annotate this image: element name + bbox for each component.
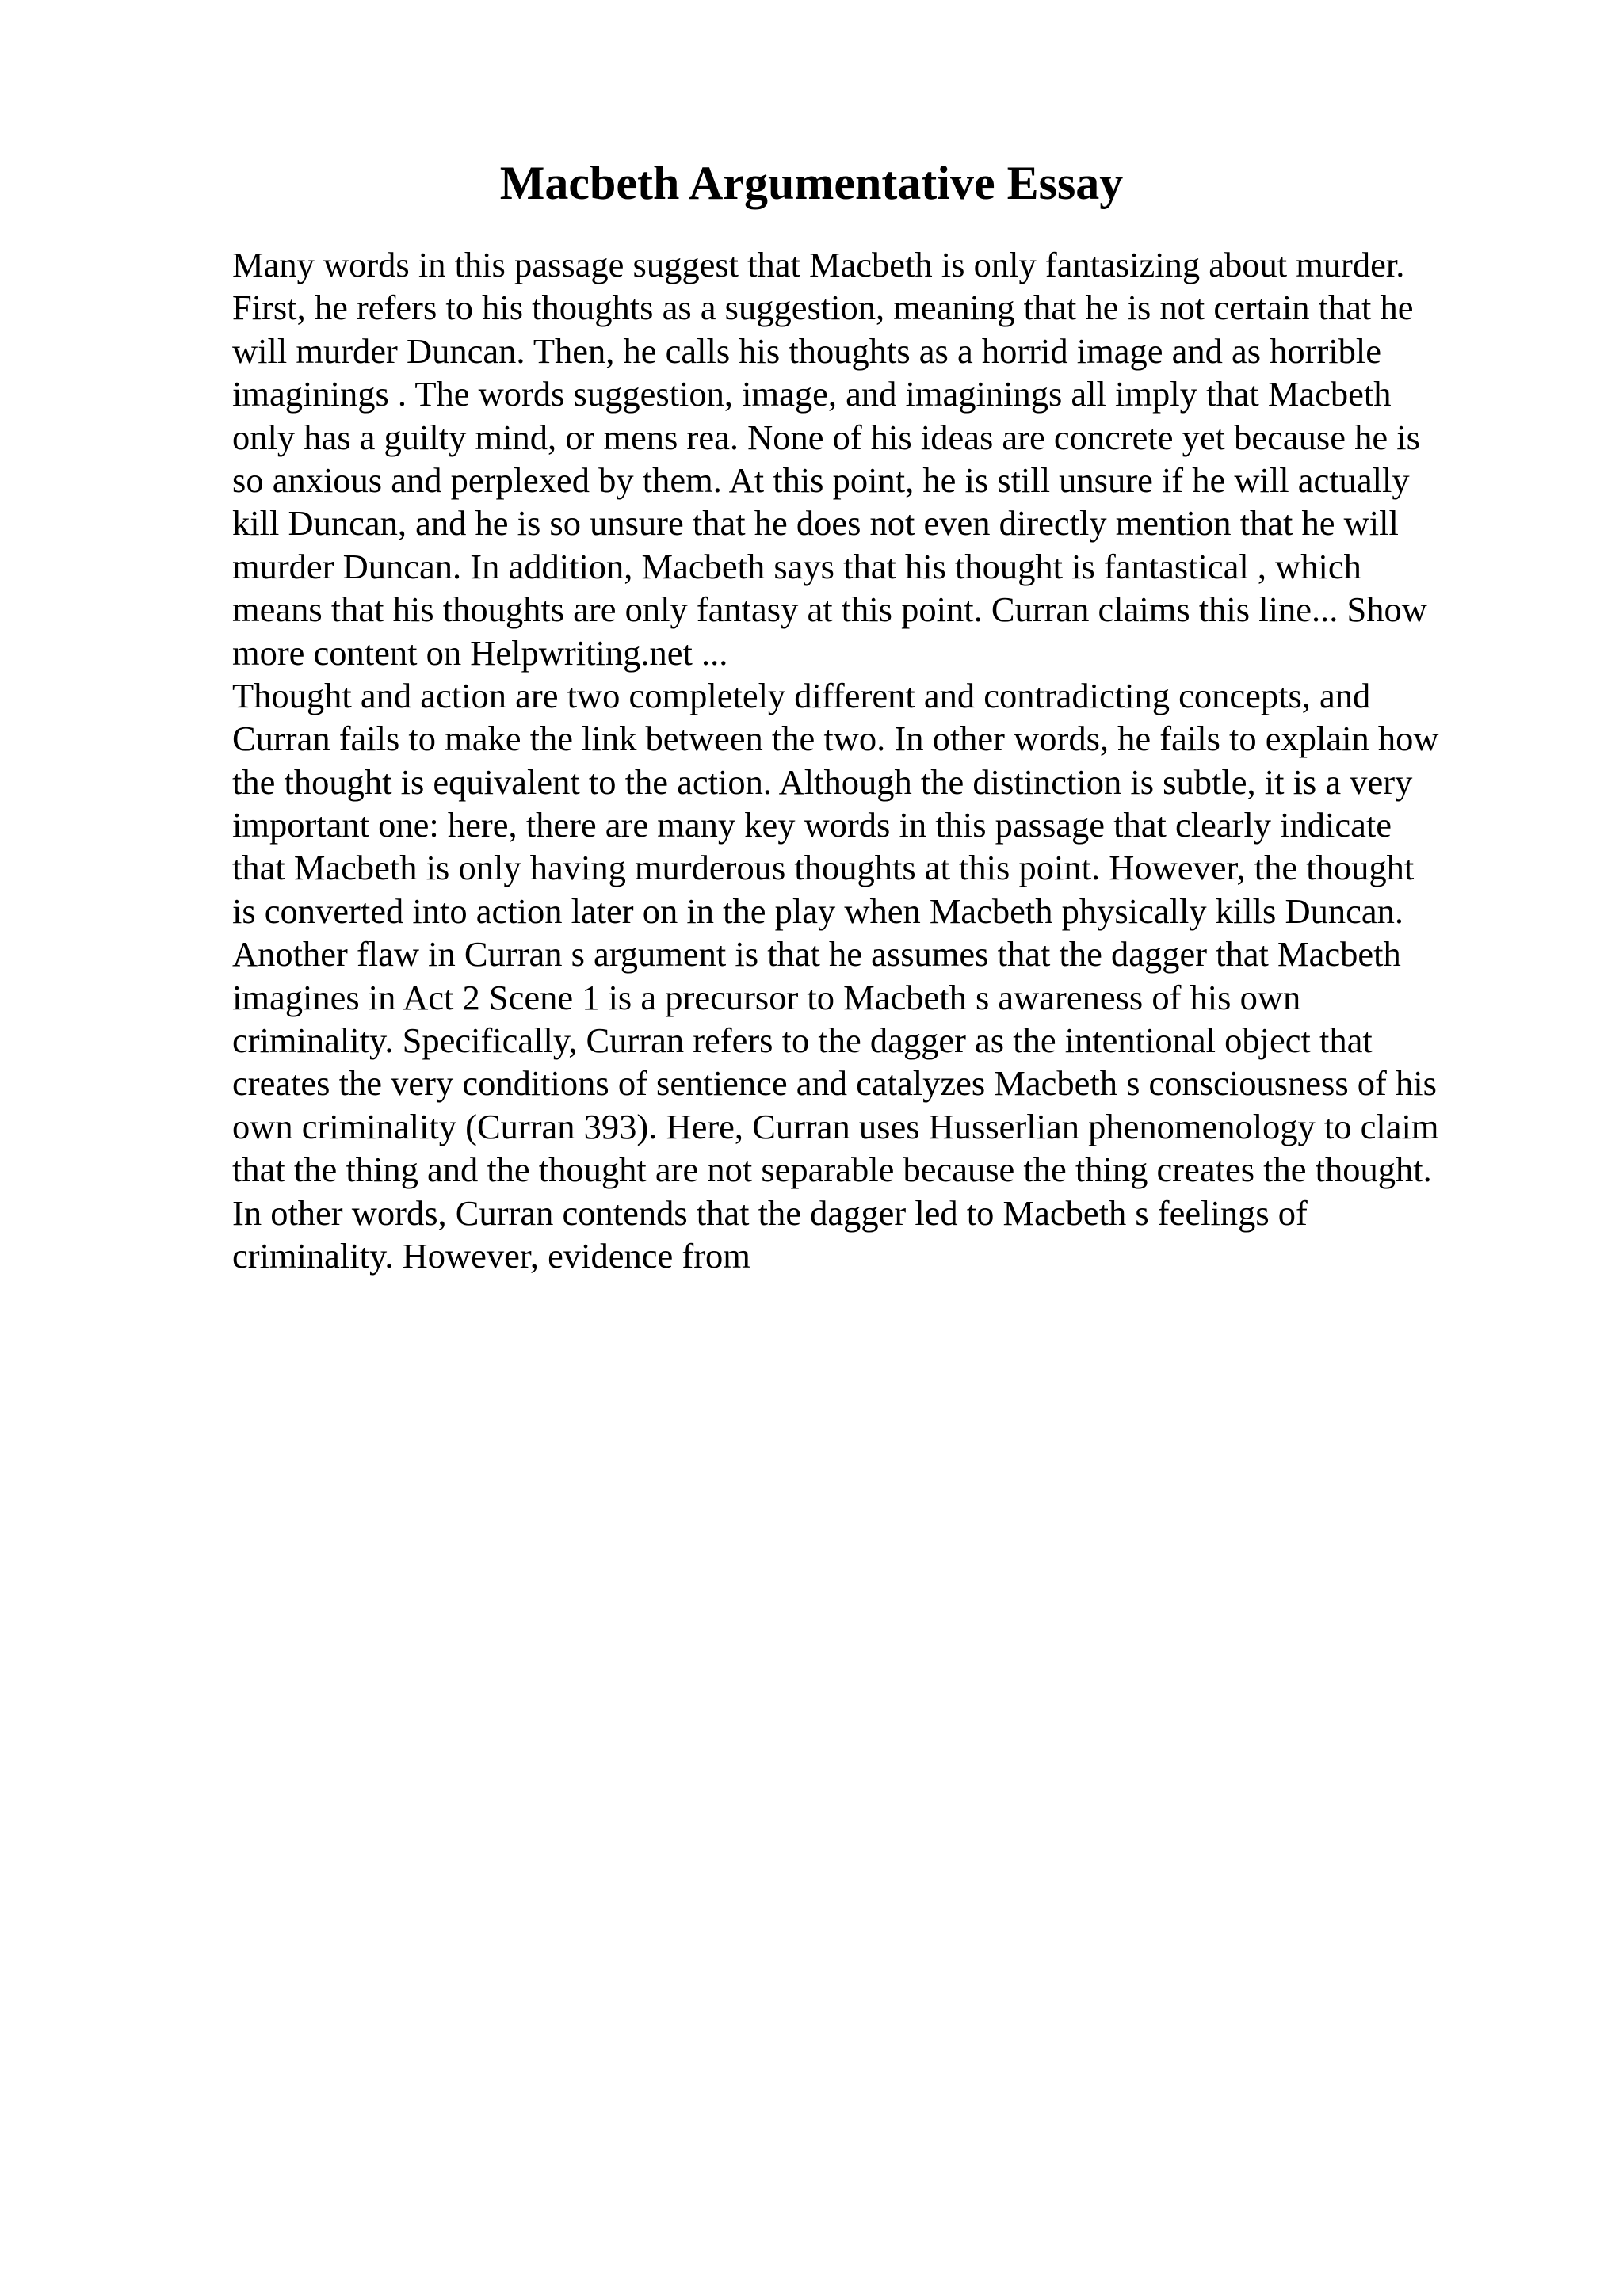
body-line: Thought and action are two completely different and contradicting concepts, and xyxy=(232,675,1371,715)
body-line: In other words, Curran contends that the dagger led to Macbeth s feelings of xyxy=(232,1192,1308,1233)
body-line: creates the very conditions of sentience and catalyzes Macbeth s consciousness of his xyxy=(232,1063,1437,1104)
body-line: criminality. However, evidence from xyxy=(232,1235,750,1276)
body-line: murder Duncan. In addition, Macbeth says that his thought is fantastical , which xyxy=(232,546,1361,586)
body-line: imaginings . The words suggestion, image, and imaginings all imply that Macbeth xyxy=(232,374,1392,414)
body-line: will murder Duncan. Then, he calls his thoughts as a horrid image and as horrible xyxy=(232,330,1382,371)
body-line: means that his thoughts are only fantasy at this point. Curran claims this line... Show xyxy=(232,589,1427,630)
body-line: important one: here, there are many key words in this passage that clearly indicate xyxy=(232,805,1392,845)
body-line: more content on Helpwriting.net ... xyxy=(232,632,728,673)
document-body xyxy=(232,243,1532,1277)
body-line: Curran fails to make the link between the two. In other words, he fails to explain how xyxy=(232,719,1439,759)
body-line: that the thing and the thought are not separable because the thing creates the thought. xyxy=(232,1150,1432,1190)
body-line: Another flaw in Curran s argument is that he assumes that the dagger that Macbeth xyxy=(232,934,1401,974)
body-line: imagines in Act 2 Scene 1 is a precursor to Macbeth s awareness of his own xyxy=(232,977,1301,1017)
body-line: is converted into action later on in the play when Macbeth physically kills Duncan. xyxy=(232,891,1403,931)
body-line: so anxious and perplexed by them. At this point, he is still unsure if he will actually xyxy=(232,460,1410,500)
body-line: Many words in this passage suggest that Macbeth is only fantasizing about murder. xyxy=(232,245,1405,284)
body-line: criminality. Specifically, Curran refers to the dagger as the intentional object that xyxy=(232,1020,1373,1061)
body-line: own criminality (Curran 393). Here, Curran uses Husserlian phenomenology to claim xyxy=(232,1106,1439,1146)
body-line: that Macbeth is only having murderous thoughts at this point. However, the thought xyxy=(232,848,1415,888)
body-line: only has a guilty mind, or mens rea. None of his ideas are concrete yet because he is xyxy=(232,417,1420,457)
body-line: the thought is equivalent to the action. Although the distinction is subtle, it is a very xyxy=(232,761,1413,802)
body-line: First, he refers to his thoughts as a suggestion, meaning that he is not certain that he xyxy=(232,288,1414,328)
document-title: Macbeth Argumentative Essay xyxy=(499,157,1124,209)
body-line: kill Duncan, and he is so unsure that he does not even directly mention that he will xyxy=(232,503,1399,543)
